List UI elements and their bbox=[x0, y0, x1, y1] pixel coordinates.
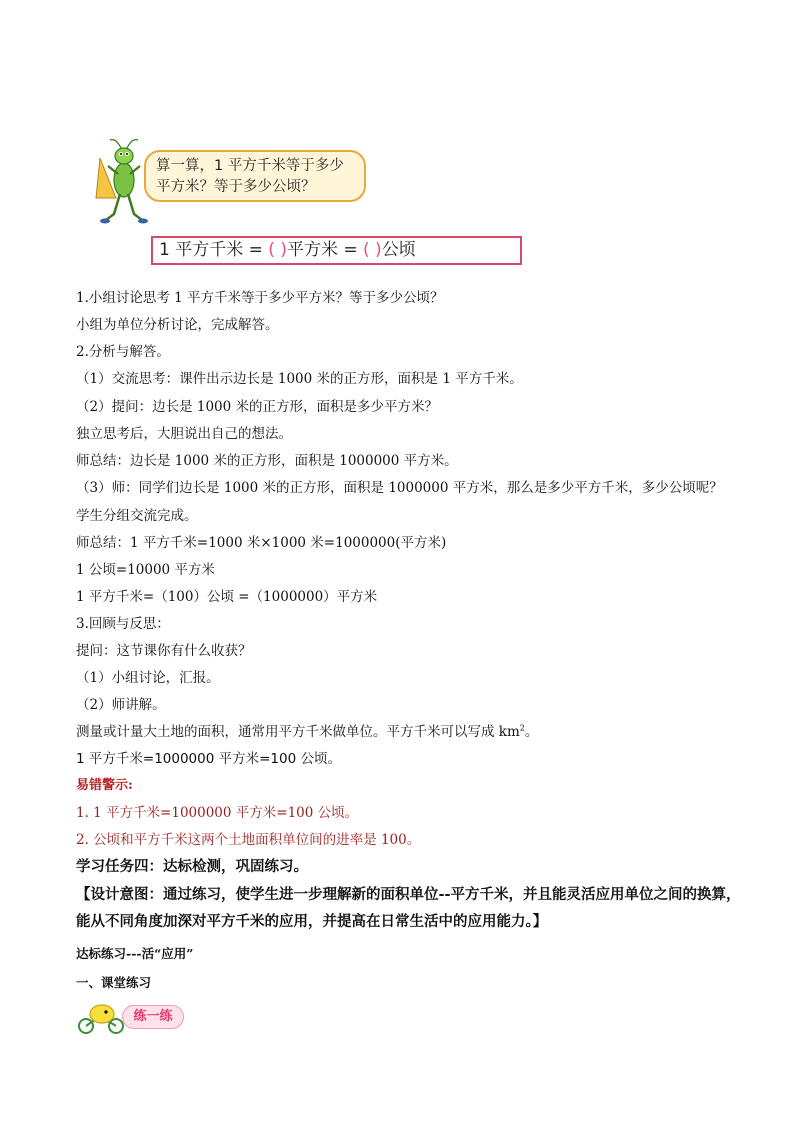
summary-end: 。 bbox=[524, 724, 539, 740]
body-line: 师总结：1 平方千米=1000 米×1000 米=1000000(平方米) bbox=[76, 535, 447, 551]
speech-bubble bbox=[144, 150, 366, 202]
body-line: （3）师：同学们边长是 1000 米的正方形，面积是 1000000 平方米，那么是多少平方千米，多少公顷呢？ bbox=[76, 480, 723, 496]
fill-part-1: 1 平方千米 = bbox=[159, 240, 269, 260]
bubble-line-1: 算一算，1 平方千米等于多少 bbox=[156, 158, 344, 174]
body-line: （2）师讲解。 bbox=[76, 697, 166, 713]
design-intent-line-1: 【设计意图：通过练习，使学生进一步理解新的面积单位--平方千米，并且能灵活应用单位之间的换算， bbox=[76, 886, 741, 903]
fill-blank-2: ( ) bbox=[363, 240, 382, 260]
body-line: 3.回顾与反思： bbox=[76, 616, 170, 632]
summary-text: 测量或计量大土地的面积，通常用平方千米做单位。平方千米可以写成 km bbox=[76, 724, 520, 740]
fill-part-2: 平方米 = bbox=[286, 240, 364, 260]
summary-superscript: 2 bbox=[519, 723, 525, 733]
body-line: 1 公顷=10000 平方米 bbox=[76, 562, 215, 578]
fill-part-3: 公顷 bbox=[381, 240, 416, 260]
body-line: （2）提问：边长是 1000 米的正方形，面积是多少平方米？ bbox=[76, 399, 439, 415]
bubble-line-2: 平方米？等于多少公顷？ bbox=[156, 179, 316, 195]
fill-blank-1: ( ) bbox=[268, 240, 287, 260]
design-intent-line-2: 能从不同角度加深对平方千米的应用，并提高在日常生活中的应用能力。】 bbox=[76, 913, 548, 930]
conversion-fill-box bbox=[151, 236, 522, 265]
grasshopper-character-icon bbox=[94, 136, 150, 226]
practice-banner bbox=[76, 1002, 186, 1034]
practice-subheading: 达标练习---活“应用” bbox=[76, 946, 194, 961]
body-line: 师总结：边长是 1000 米的正方形，面积是 1000000 平方米。 bbox=[76, 453, 458, 469]
body-line: （1）小组讨论，汇报。 bbox=[76, 670, 220, 686]
conversion-line: 1 平方千米=1000000 平方米=100 公顷。 bbox=[76, 751, 341, 767]
body-line: 学生分组交流完成。 bbox=[76, 508, 198, 524]
body-line: 小组为单位分析讨论，完成解答。 bbox=[76, 317, 279, 333]
body-line: 2.分析与解答。 bbox=[76, 344, 170, 360]
body-line: 提问：这节课你有什么收获？ bbox=[76, 643, 252, 659]
warning-heading: 易错警示: bbox=[76, 778, 133, 793]
task4-heading: 学习任务四：达标检测，巩固练习。 bbox=[76, 858, 308, 875]
section-heading: 一、课堂练习 bbox=[76, 975, 152, 990]
summary-line bbox=[76, 722, 538, 742]
warning-item: 1. 1 平方千米=1000000 平方米=100 公顷。 bbox=[76, 805, 359, 821]
warning-item: 2. 公顷和平方千米这两个土地面积单位间的进率是 100。 bbox=[76, 832, 421, 848]
body-line: 1.小组讨论思考 1 平方千米等于多少平方米？等于多少公顷？ bbox=[76, 290, 444, 306]
body-line: （1）交流思考：课件出示边长是 1000 米的正方形，面积是 1 平方千米。 bbox=[76, 371, 523, 387]
body-line: 1 平方千米=（100）公顷 =（1000000）平方米 bbox=[76, 589, 378, 605]
practice-label: 练一练 bbox=[122, 1005, 184, 1029]
illustration bbox=[94, 136, 384, 228]
body-line: 独立思考后，大胆说出自己的想法。 bbox=[76, 426, 292, 442]
